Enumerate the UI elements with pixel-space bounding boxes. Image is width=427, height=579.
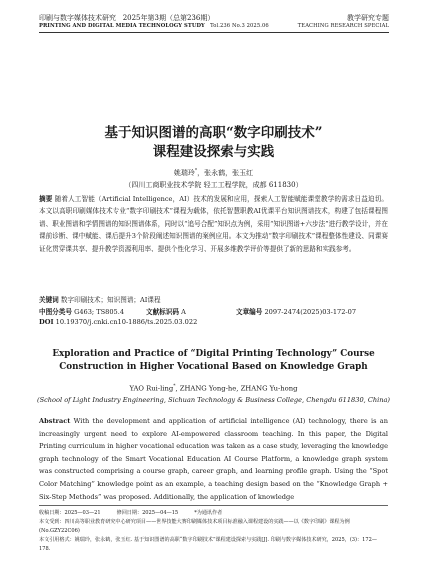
- footnote-fund: 本文受到：四川高等职业教育研究中心研究项目——世界技能大赛印刷媒体技术项目标准融入课程建设的实践——以《数字印刷》课程为例(No.GZY22C06): [39, 519, 350, 534]
- issue-cn: 2025年第3期（总第236期）: [122, 14, 215, 22]
- document-code: [146, 306, 186, 316]
- title-cn-line2: 课程建设探索与实践: [152, 144, 275, 160]
- coauthors-cn: ，张永鹤，张玉红: [197, 169, 254, 177]
- abstract-en-text: With the development and application of artificial intelligence (AI) technology, there is an increasingly urgent need to explore AI-empowered classroom teaching. In this paper, the Digital Printing curriculum in higher vocational education was taken as a case study, leveraging the knowledge graph technology of the Smart Vocational Education AI Course Platform, a knowledge graph system was constructed comprising a course graph, career graph, and learning profile graph. Using the “Spot Color Matching” knowledge point as an example, a teaching design based on the “Knowledge Graph + Six-Step Methods” was proposed. Additionally, the application of knowledge: [39, 417, 388, 501]
- abstract-en: [39, 415, 388, 503]
- doc-code-value: A: [181, 308, 186, 316]
- title-en-line1: Exploration and Practice of “Digital Printing Technology” Course: [52, 349, 375, 359]
- doi: [39, 318, 197, 326]
- keywords-cn-label: 关键词: [39, 296, 59, 304]
- received-date: 收稿日期：2025—03—21: [39, 510, 101, 516]
- footnote-dates: [39, 509, 388, 518]
- article-number-value: 2097-2474(2025)03-172-07: [264, 308, 357, 316]
- running-header: [39, 13, 389, 35]
- journal-name-cn: 印刷与数字媒体技术研究: [39, 14, 116, 22]
- title-cn-line1: 基于知识图谱的高职“数字印刷技术”: [104, 125, 323, 141]
- revised-date: 修回日期：2025—04—15: [116, 510, 179, 516]
- abstract-cn-text: 随着人工智能（Artificial Intelligence，AI）技术的发展和应用，探索人工智能赋能课堂教学的需求日益迫切。本文以高职印刷媒体技术专业“数字印刷技术”课程为载体，依托智慧职教AI优课平台知识图谱技术，构建了包括课程图谱、职业图谱和学情图谱的知识图谱体系，同时以“追号合配”知识点为例，采用“知识图谱+六步法”进行教学设计，并在课前诊断、课中赋能、课后提升3个阶段阐述知识图谱的案例应用。本文为推动“数字印刷技术”课程整体性建设、同课赛证化贯穿课共享、提升教学资源利用率、提供个性化学习、开展多维教学评价等提供了新的思路和实践参考。: [39, 195, 388, 253]
- keywords-cn-text: 数字印刷技术；知识图谱；AI课程: [60, 296, 161, 304]
- header-journal-cn: [39, 13, 214, 23]
- affiliation-cn: （四川工商职业技术学院 轻工工程学院，成都 611830）: [124, 181, 303, 189]
- clc-value: G463; TS805.4: [74, 308, 125, 316]
- first-author-cn: 姚瑞玲: [173, 169, 195, 177]
- header-rule: [39, 32, 389, 33]
- affiliation-en: (School of Light Industry Engineering, Sichuan Technology & Business College, Chengdu 611830, China): [37, 396, 390, 404]
- corresponding-mark-en: *: [173, 384, 176, 389]
- header-section-en: TEACHING RESEARCH SPECIAL: [297, 23, 389, 29]
- corresponding-note: *为通讯作者: [194, 510, 223, 516]
- clc-number: [39, 306, 124, 316]
- abstract-cn: [39, 193, 388, 255]
- header-journal-en: [39, 23, 269, 29]
- issue-en: Tol.236 No.3 2025.06: [210, 23, 269, 29]
- abstract-cn-label: 摘要: [39, 195, 53, 203]
- article-number: [236, 306, 356, 316]
- keywords-cn: [39, 294, 161, 304]
- first-author-en: YAO Rui-ling: [129, 384, 174, 393]
- footnote: [39, 505, 388, 554]
- coauthors-en: , ZHANG Yong-he, ZHANG Yu-hong: [175, 384, 298, 393]
- title-en-line2: Construction in Higher Vocational Based on Knowledge Graph: [59, 362, 368, 372]
- abstract-en-label: Abstract: [39, 417, 71, 425]
- article-number-label: 文章编号: [236, 308, 263, 316]
- footnote-citation: 本文引用格式：姚瑞玲，张永鹤，张玉红. 基于知识图谱的高职“数字印刷技术”课程建设探索与实践[J]. 印刷与数字媒体技术研究，2025，(3)：172—178.: [39, 537, 377, 552]
- corresponding-mark: *: [194, 168, 198, 174]
- header-section-cn: 教学研究专题: [347, 14, 389, 22]
- clc-label: 中图分类号: [39, 308, 72, 316]
- authors-cn: [0, 168, 427, 178]
- authors-en: [0, 384, 427, 392]
- doc-code-label: 文献标识码: [146, 308, 179, 316]
- doi-label: DOI: [39, 318, 54, 326]
- doi-value: 10.19370/j.cnki.cn10-1886/ts.2025.03.022: [55, 318, 198, 326]
- journal-name-en: PRINTING AND DIGITAL MEDIA TECHNOLOGY STUDY: [39, 23, 205, 29]
